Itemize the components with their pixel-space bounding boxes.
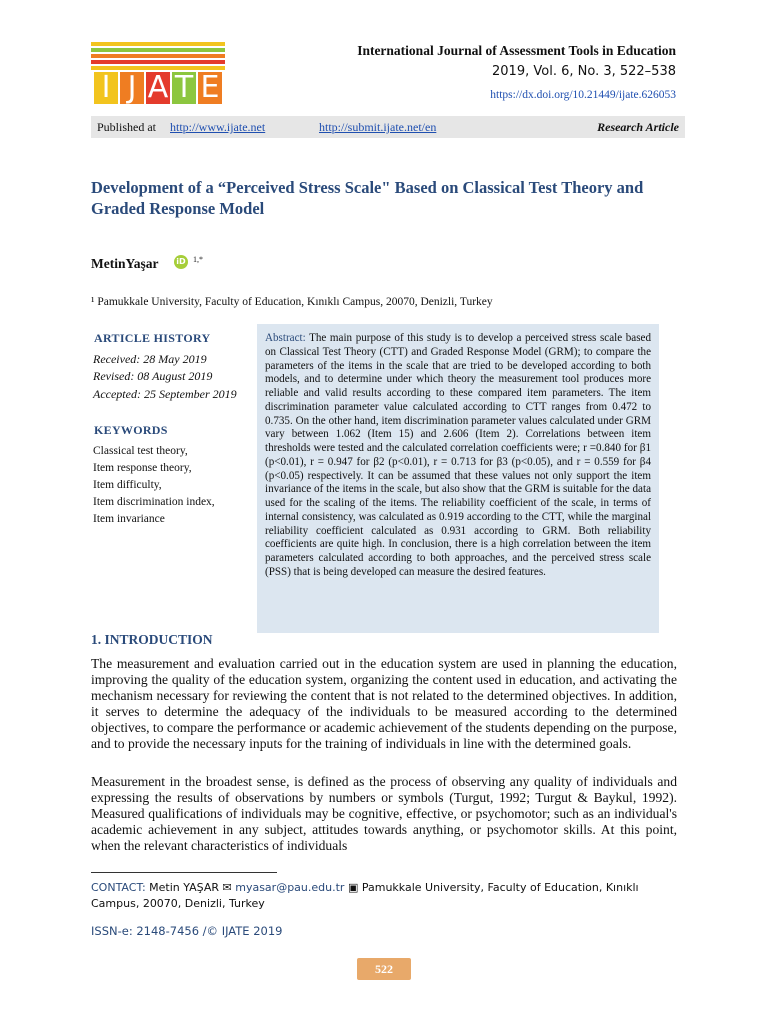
author-name: MetinYaşar (91, 256, 159, 271)
logo-stripe (91, 54, 225, 58)
abstract-label: Abstract: (265, 332, 306, 344)
logo-letter: E (198, 72, 222, 104)
article-type: Research Article (597, 120, 679, 134)
journal-site-link[interactable]: http://www.ijate.net (170, 120, 266, 134)
keyword-item: Item response theory, (93, 462, 192, 474)
keywords-heading: KEYWORDS (94, 423, 168, 437)
revised-date: Revised: 08 August 2019 (93, 369, 213, 383)
keyword-item: Item invariance (93, 513, 165, 525)
author-superscript: 1,* (193, 255, 203, 264)
accepted-date: Accepted: 25 September 2019 (93, 387, 237, 401)
logo-stripe (91, 48, 225, 52)
journal-issue: 2019, Vol. 6, No. 3, 522–538 (492, 64, 676, 79)
doi-link[interactable]: https://dx.doi.org/10.21449/ijate.626053 (490, 89, 676, 101)
contact-email[interactable]: myasar@pau.edu.tr (235, 881, 345, 894)
contact-name: Metin YAŞAR (149, 881, 220, 894)
article-title: Development of a “Perceived Stress Scale" Based on Classical Test Theory and Graded Response Model (91, 178, 644, 218)
contact-label: CONTACT: (91, 881, 146, 894)
affiliation: ¹ Pamukkale University, Faculty of Education, Kınıklı Campus, 20070, Denizli, Turkey (91, 296, 493, 308)
footnote-divider (91, 872, 277, 873)
journal-logo (91, 42, 225, 114)
logo-letter: J (120, 72, 144, 104)
issn: ISSN-e: 2148-7456 /© IJATE 2019 (91, 924, 283, 938)
contact-info (91, 880, 685, 912)
intro-paragraph: Measurement in the broadest sense, is defined as the process of observing any quality of individuals and expressing the results of observations by numbers or symbols (Turgut, 1992; Turgut & Baykul, 1992). Measured qualifications of individuals may be cognitive, effective, or psychomotor; such as an individual's academic achievement in any subject, attitudes towards anything, or psychomotor skills. At this point, when the relevant characteristics of individuals (91, 774, 677, 854)
logo-stripe (91, 60, 225, 64)
published-bar (91, 116, 685, 138)
orcid-icon[interactable]: iD (174, 255, 188, 269)
logo-letter: I (94, 72, 118, 104)
keyword-item: Item discrimination index, (93, 496, 215, 508)
logo-letter: A (147, 70, 169, 105)
article-history-heading: ARTICLE HISTORY (94, 331, 211, 345)
journal-name: International Journal of Assessment Tools in Education (357, 43, 676, 58)
submit-link[interactable]: http://submit.ijate.net/en (319, 120, 437, 134)
received-date: Received: 28 May 2019 (93, 352, 207, 366)
abstract-body: The main purpose of this study is to develop a perceived stress scale based on Classical Test Theory (CTT) and Graded Response Model (GRM); to compare the parameters of the items in the scale that are tried to be developed according to both models, and to determine under which theory the measurement tool produces more reliable and valid results according to these compared item parameters. The item discrimination parameter value calculated according to CTT ranges from 0.472 to 0.735. On the other hand, item discrimination parameter values calculated under GRM vary between 1.062 (Item 15) and 2.606 (Item 2). Correlations between item thresholds were tested and the calculated correlation coefficients were; r =0.840 for β1 (p<0.01), r = 0.947 for β2 (p<0.01), r = 0.713 for β3 (p<0.05), and r = 0.559 for β4 (p<0.05) respectively. It can be assumed that these values not only support the item invariance of the items in the scale, but also show that the GRM is suitable for the data used for the scaling of the items. The reliability coefficient of the scale, in terms of internal consistency, was calculated as 0.919 according to the CTT, while the marginal reliability coefficient calculated as 0.931 according to GRM. Both reliability coefficients are quite high. In conclusion, there is a high correlation between the item parameters calculated according to both approaches, and the perceived stress scale (PSS) that is being developed can measure the desired features. (265, 332, 651, 578)
keyword-item: Classical test theory, (93, 445, 188, 457)
logo-letter: T (172, 72, 196, 104)
contact-address: Pamukkale University, Faculty of Education, Kınıklı Campus, 20070, Denizli, Turkey (91, 881, 639, 910)
abstract-text (265, 332, 651, 580)
abstract-box (257, 324, 659, 633)
mailbox-icon: ▣ (347, 881, 359, 894)
envelope-icon: ✉ (222, 881, 232, 894)
intro-paragraph: The measurement and evaluation carried out in the education system are used in planning the education, improving the quality of the education system, organizing the content used in education, and activating the mechanism necessary for reviewing the content that is not related to the determined objectives. In addition, it serves to determine the adequacy of the individuals to be measured according to the determined objectives, to compare the performance or academic achievement of the students depending on the purpose, and to provide the necessary inputs for the training of individuals in line with the determined goals. (91, 656, 677, 752)
page-number: 522 (357, 958, 411, 980)
logo-stripe (91, 42, 225, 46)
introduction-heading: 1. INTRODUCTION (91, 632, 213, 647)
keyword-item: Item difficulty, (93, 479, 162, 491)
published-label: Published at (97, 120, 156, 134)
